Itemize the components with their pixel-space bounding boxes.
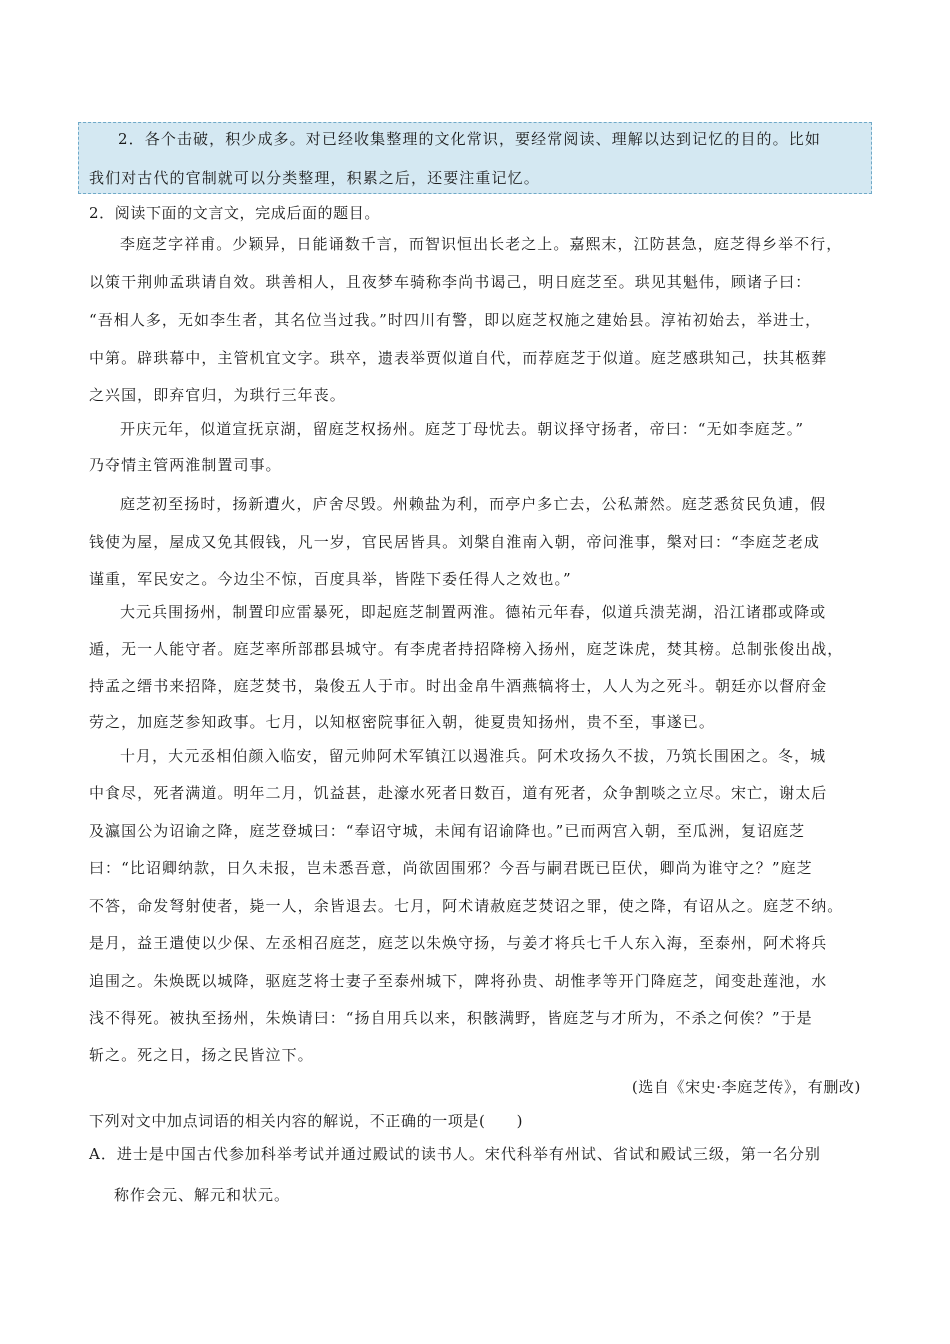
passage-line: 李庭芝字祥甫。少颖异，日能诵数千言，而智识恒出长老之上。嘉熙末，江防甚急，庭芝得乡举不行，: [120, 235, 843, 253]
passage-line: 庭芝初至扬时，扬新遭火，庐舍尽毁。州赖盐为利，而亭户多亡去，公私萧然。庭芝悉贫民负逋，假: [120, 495, 827, 513]
passage-line: 钱使为屋，屋成又免其假钱，凡一岁，官民居皆具。刘槃自淮南入朝，帝问淮事，槃对曰：“李庭芝老成: [89, 533, 820, 551]
passage-line: 追围之。朱焕既以城降，驱庭芝将士妻子至泰州城下，陴将孙贵、胡惟孝等开门降庭芝，闻变赴莲池，水: [89, 972, 828, 990]
passage-line: 及瀛国公为诏谕之降，庭芝登城曰：“奉诏守城，未闻有诏谕降也。”已而两宫入朝，至瓜洲，复诏庭芝: [89, 822, 806, 840]
passage-line: 劳之，加庭芝参知政事。七月，以知枢密院事征入朝，徙夏贵知扬州，贵不至，事遂已。: [89, 713, 715, 731]
passage-line: 浅不得死。被执至扬州，朱焕请曰：“扬自用兵以来，积骸满野，皆庭芝与才所为，不杀之何俟？”于是: [89, 1009, 813, 1027]
passage-line: 斩之。死之日，扬之民皆泣下。: [89, 1046, 314, 1064]
passage-line: 以策干荆帅孟珙请自效。珙善相人，且夜梦车骑称李尚书谒己，明日庭芝至。珙见其魁伟，顾诸子曰：: [89, 273, 812, 291]
passage-line: 乃夺情主管两淮制置司事。: [89, 456, 282, 474]
passage-line: “吾相人多，无如李生者，其名位当过我。”时四川有警，即以庭芝权施之建始县。淳祐初始去，举进士，: [89, 311, 822, 329]
option-a-line-1: A．进士是中国古代参加科举考试并通过殿试的读书人。宋代科举有州试、省试和殿试三级，第一名分别: [89, 1145, 821, 1163]
study-tip-line-2: 我们对古代的官制就可以分类整理，积累之后，还要注重记忆。: [89, 169, 540, 187]
question-heading: 2．阅读下面的文言文，完成后面的题目。: [89, 204, 380, 222]
passage-line: 开庆元年，似道宣抚京湖，留庭芝权扬州。庭芝丁母忧去。朝议择守扬者，帝曰：“无如李庭芝。”: [120, 420, 805, 438]
passage-line: 不答，命发弩射使者，毙一人，余皆退去。七月，阿术请赦庭芝焚诏之罪，使之降，有诏从之。庭芝不纳。: [89, 897, 844, 915]
passage-line: 持孟之缙书来招降，庭芝焚书，枭俊五人于市。时出金帛牛酒燕犒将士，人人为之死斗。朝廷亦以督府金: [89, 677, 828, 695]
passage-source: (选自《宋史·李庭芝传》，有删改): [631, 1078, 861, 1096]
passage-line: 之兴国，即弃官归，为珙行三年丧。: [89, 386, 346, 404]
passage-line: 大元兵围扬州，制置印应雷暴死，即起庭芝制置两淮。德祐元年春，似道兵溃芜湖，沿江诸郡或降或: [120, 603, 827, 621]
passage-line: 十月，大元丞相伯颜入临安，留元帅阿术军镇江以遏淮兵。阿术攻扬久不拔，乃筑长围困之。冬，城: [120, 747, 827, 765]
passage-line: 中食尽，死者满道。明年二月，饥益甚，赴濠水死者日数百，道有死者，众争割啖之立尽。宋亡，谢太后: [89, 784, 828, 802]
passage-line: 是月，益王遣使以少保、左丞相召庭芝，庭芝以朱焕守扬，与姜才将兵七千人东入海，至泰州，阿术将兵: [89, 934, 828, 952]
study-tip-line-1: 2．各个击破，积少成多。对已经收集整理的文化常识，要经常阅读、理解以达到记忆的目的。比如: [118, 130, 821, 148]
option-a-line-2: 称作会元、解元和状元。: [114, 1186, 291, 1204]
passage-line: 曰：“比诏卿纳款，日久未报，岂未悉吾意，尚欲固围邪？今吾与嗣君既已臣伏，卿尚为谁守之？”庭芝: [89, 859, 813, 877]
passage-line: 谨重，军民安之。今边尘不惊，百度具举，皆陛下委任得人之效也。”: [89, 570, 572, 588]
passage-line: 中第。辟珙幕中，主管机宜文字。珙卒，遗表举贾似道自代，而荐庭芝于似道。庭芝感珙知己，扶其柩葬: [89, 349, 828, 367]
question-prompt: 下列对文中加点词语的相关内容的解说，不正确的一项是( ): [89, 1112, 524, 1130]
passage-line: 遁，无一人能守者。庭芝率所部郡县城守。有李虎者持招降榜入扬州，庭芝诛虎，焚其榜。总制张俊出战，: [89, 640, 844, 658]
